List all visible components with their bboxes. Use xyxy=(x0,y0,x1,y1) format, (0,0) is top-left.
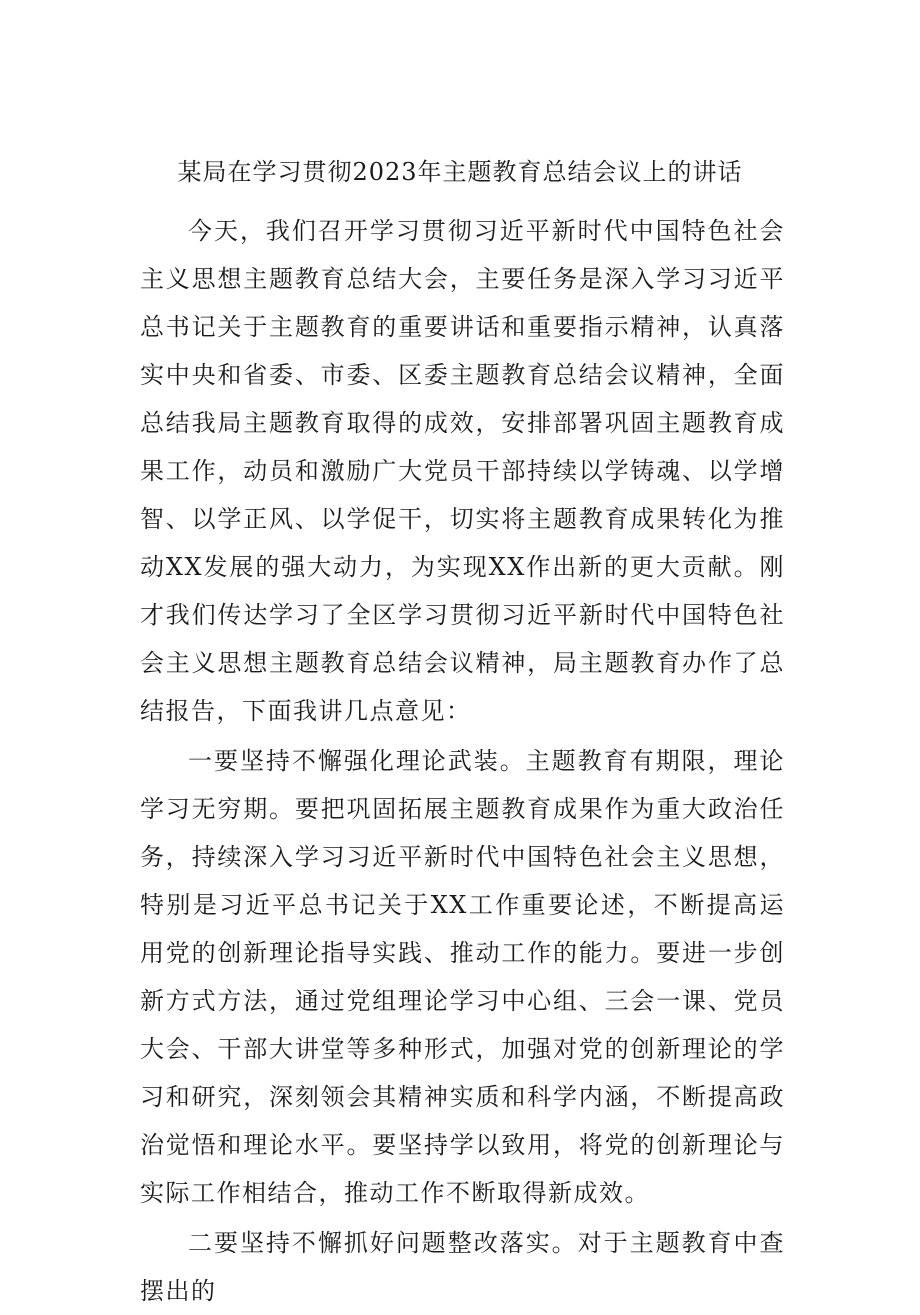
paragraph-point-two: 二要坚持不懈抓好问题整改落实。对于主题教育中查摆出的 xyxy=(140,1229,785,1305)
paragraph-intro: 今天，我们召开学习贯彻习近平新时代中国特色社会主义思想主题教育总结大会，主要任务是深入学习习近平总书记关于主题教育的重要讲话和重要指示精神，认真落实中央和省委、市委、区委主题教育总结会议精神，全面总结我局主题教育取得的成效，安排部署巩固主题教育成果工作，动员和激励广大党员干部持续以学铸魂、以学增智、以学正风、以学促干，切实将主题教育成果转化为推动XX发展的强大动力，为实现XX作出新的更大贡献。刚才我们传达学习了全区学习贯彻习近平新时代中国特色社会主义思想主题教育总结会议精神，局主题教育办作了总结报告，下面我讲几点意见： xyxy=(140,217,785,725)
document-title: 某局在学习贯彻2023年主题教育总结会议上的讲话 xyxy=(177,158,743,186)
paragraph-point-one: 一要坚持不懈强化理论武装。主题教育有期限，理论学习无穷期。要把巩固拓展主题教育成果作为重大政治任务，持续深入学习习近平新时代中国特色社会主义思想，特别是习近平总书记关于XX工作重要论述，不断提高运用党的创新理论指导实践、推动工作的能力。要进一步创新方式方法，通过党组理论学习中心组、三会一课、党员大会、干部大讲堂等多种形式，加强对党的创新理论的学习和研究，深刻领会其精神实质和科学内涵，不断提高政治觉悟和理论水平。要坚持学以致用，将党的创新理论与实际工作相结合，推动工作不断取得新成效。 xyxy=(140,747,785,1207)
document-body xyxy=(140,207,785,1315)
